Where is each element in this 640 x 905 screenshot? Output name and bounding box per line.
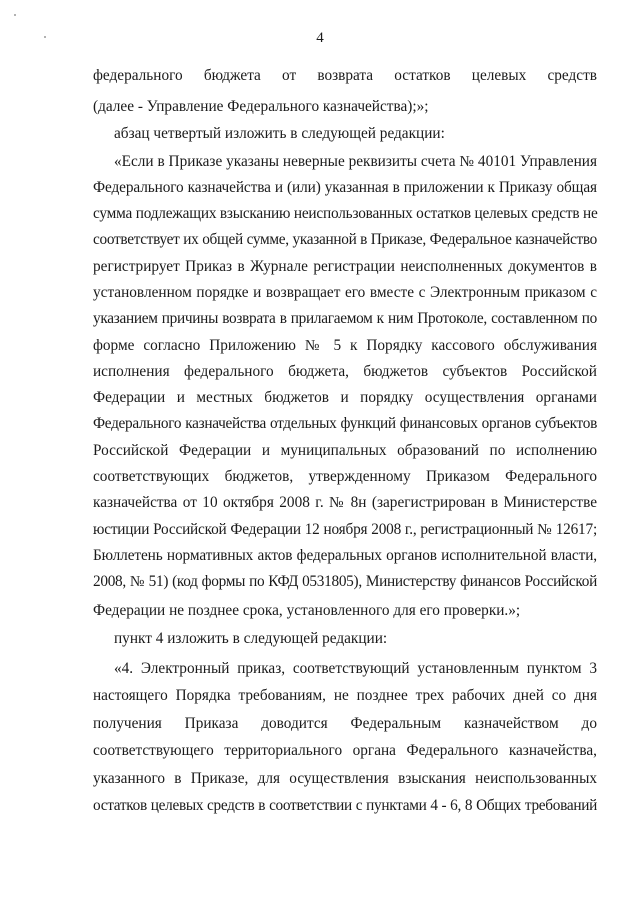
text-line: Российской Федерации и муниципальных образований по исполнению: [93, 442, 597, 459]
text-line: указанного в Приказе, для осуществления взыскания неиспользованных: [93, 770, 597, 787]
text-line: «4. Электронный приказ, соответствующий установленным пунктом 3: [114, 660, 597, 677]
text-line: Федерального казначейства отдельных функций финансовых органов субъектов: [93, 415, 597, 432]
page-number: 4: [316, 30, 324, 46]
text-line: пункт 4 изложить в следующей редакции:: [114, 630, 388, 647]
text-line: Федерации и местных бюджетов и порядку осуществления органами: [93, 389, 597, 406]
text-line: Федерации не позднее срока, установленного для его проверки.»;: [93, 602, 521, 619]
text-line: «Если в Приказе указаны неверные реквизиты счета № 40101 Управления: [114, 153, 597, 170]
text-line: казначейства от 10 октября 2008 г. № 8н (зарегистрирован в Министерстве: [93, 494, 597, 511]
text-line: федерального бюджета от возврата остатков целевых средств: [93, 67, 597, 84]
text-line: Бюллетень нормативных актов федеральных органов исполнительной власти,: [93, 547, 597, 564]
text-line: остатков целевых средств в соответствии с пунктами 4 - 6, 8 Общих требований: [93, 797, 597, 814]
text-line: соответствующего территориального органа Федерального казначейства,: [93, 742, 597, 759]
text-line: настоящего Порядка требованиям, не позднее трех рабочих дней со дня: [93, 687, 597, 704]
text-line: сумма подлежащих взысканию неиспользованных остатков целевых средств не: [93, 205, 598, 222]
text-line: 2008, № 51) (код формы по КФД 0531805), Министерству финансов Российской: [93, 573, 597, 590]
text-line: получения Приказа доводится Федеральным казначейством до: [93, 715, 597, 732]
text-line: соответствующих бюджетов, утвержденному Приказом Федерального: [93, 468, 597, 485]
text-line: указанием причины возврата в прилагаемом к ним Протоколе, составленном по: [93, 310, 597, 327]
text-line: исполнения федерального бюджета, бюджетов субъектов Российской: [93, 363, 597, 380]
text-line: соответствует их общей сумме, указанной в Приказе, Федеральное казначейство: [93, 231, 597, 248]
text-line: установленном порядке и возвращает его вместе с Электронным приказом с: [93, 284, 597, 301]
text-line: форме согласно Приложению № 5 к Порядку кассового обслуживания: [93, 337, 597, 354]
text-line: Федерального казначейства и (или) указанная в приложении к Приказу общая: [93, 179, 597, 196]
scan-speck: [14, 14, 16, 16]
text-line: (далее - Управление Федерального казначейства);»;: [93, 98, 429, 115]
text-line: юстиции Российской Федерации 12 ноября 2008 г., регистрационный № 12617;: [93, 521, 597, 538]
text-line: регистрирует Приказ в Журнале регистрации неисполненных документов в: [93, 258, 597, 275]
text-line: абзац четвертый изложить в следующей редакции:: [114, 125, 445, 142]
